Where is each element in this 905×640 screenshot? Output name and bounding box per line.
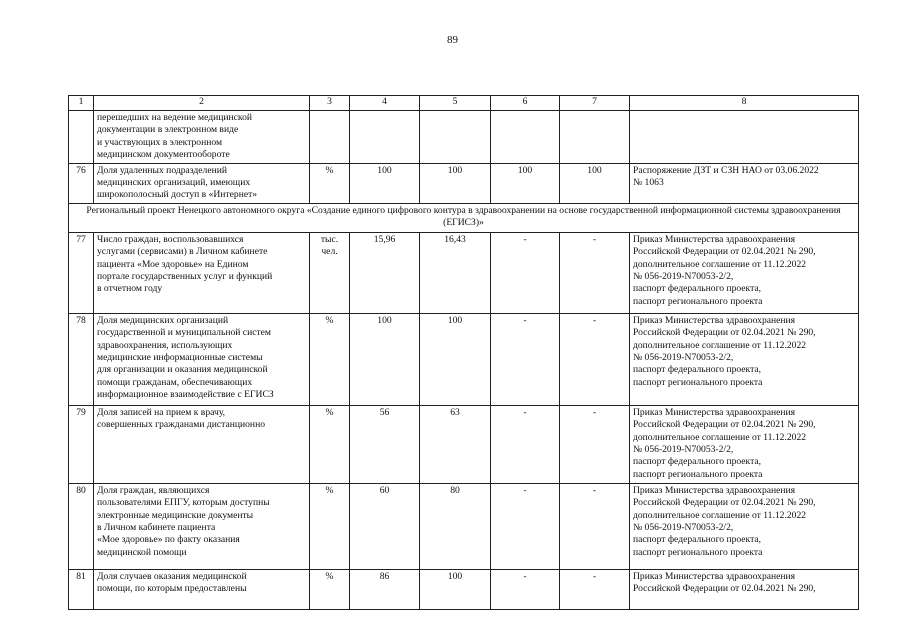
- source-document-line: дополнительное соглашение от 11.12.2022: [633, 339, 807, 351]
- value-v5: 100: [420, 569, 491, 609]
- source-document-line: дополнительное соглашение от 11.12.2022: [633, 509, 807, 521]
- value-v7: -: [560, 483, 630, 569]
- column-number: 2: [94, 96, 310, 111]
- source-document-line: Приказ Министерства здравоохранения: [633, 233, 796, 245]
- source-document-line: паспорт регионального проекта: [633, 376, 763, 388]
- unit-of-measure: [310, 163, 350, 203]
- column-number: 4: [350, 96, 420, 111]
- source-document-line: № 056-2019-N70053-2/2,: [633, 444, 734, 456]
- source-document-line: Российской Федерации от 02.04.2021 № 290,: [633, 497, 816, 509]
- column-number: 3: [310, 96, 350, 111]
- table-row: [69, 483, 859, 569]
- indicator-name-line: услугами (сервисами) в Личном кабинете: [97, 246, 268, 258]
- source-document-line: Распоряжение ДЗТ и СЗН НАО от 03.06.2022: [633, 164, 819, 176]
- indicator-name-line: Доля удаленных подразделений: [97, 164, 227, 176]
- source-document-line: Российской Федерации от 02.04.2021 № 290,: [633, 583, 816, 595]
- value-v4: 100: [350, 163, 420, 203]
- source-document-line: Российской Федерации от 02.04.2021 № 290,: [633, 246, 816, 258]
- value-v5: 63: [420, 405, 491, 483]
- value-v5: 100: [420, 163, 491, 203]
- indicator-name-line: информационное взаимодействие с ЕГИСЗ: [97, 389, 274, 401]
- source-document-line: паспорт регионального проекта: [633, 295, 763, 307]
- indicator-name-line: документации в электронном виде: [97, 124, 239, 136]
- column-number: 7: [560, 96, 630, 111]
- source-document-line: Приказ Министерства здравоохранения: [633, 314, 796, 326]
- indicator-name-line: государственной и муниципальной систем: [97, 327, 271, 339]
- indicator-name: [94, 483, 310, 569]
- column-number: 8: [630, 96, 859, 111]
- unit-of-measure: [310, 569, 350, 609]
- indicator-name-line: Доля записей на прием к врачу,: [97, 406, 226, 418]
- indicator-name-line: помощи, по которым предоставлены: [97, 583, 247, 595]
- source-document-line: Российской Федерации от 02.04.2021 № 290,: [633, 419, 816, 431]
- source-document-line: Приказ Министерства здравоохранения: [633, 484, 796, 496]
- column-number: 1: [69, 96, 94, 111]
- unit-of-measure-line: тыс.: [320, 233, 339, 245]
- value-v7: -: [560, 405, 630, 483]
- indicator-name-line: «Мое здоровье» по факту оказания: [97, 534, 240, 546]
- source-document-line: паспорт регионального проекта: [633, 468, 763, 480]
- value-v7: 100: [560, 163, 630, 203]
- unit-of-measure: [310, 405, 350, 483]
- unit-of-measure: [310, 232, 350, 313]
- unit-of-measure-line: %: [325, 406, 334, 418]
- row-number: 76: [69, 163, 94, 203]
- value-v6: -: [491, 405, 560, 483]
- unit-of-measure: [310, 313, 350, 405]
- source-document-line: № 1063: [633, 177, 664, 189]
- indicator-name-line: широкополосный доступ в «Интернет»: [97, 189, 258, 201]
- indicator-name-line: Доля случаев оказания медицинской: [97, 570, 247, 582]
- value-v4: 60: [350, 483, 420, 569]
- table-row: [69, 232, 859, 313]
- value-v6: 100: [491, 163, 560, 203]
- indicator-name-line: и участвующих в электронном: [97, 136, 223, 148]
- value-v6: -: [491, 313, 560, 405]
- value-v5: [420, 111, 491, 164]
- indicator-name-line: медицинских организаций, имеющих: [97, 177, 251, 189]
- column-number-row: [69, 96, 859, 111]
- section-header-row: [69, 203, 859, 232]
- row-number: [69, 111, 94, 164]
- source-document-line: дополнительное соглашение от 11.12.2022: [633, 258, 807, 270]
- value-v6: -: [491, 569, 560, 609]
- source-document-line: Приказ Министерства здравоохранения: [633, 570, 796, 582]
- source-document: [630, 232, 859, 313]
- indicator-name-line: помощи гражданам, обеспечивающих: [97, 376, 253, 388]
- indicators-table: [68, 95, 859, 610]
- column-number: 5: [420, 96, 491, 111]
- row-number: 79: [69, 405, 94, 483]
- indicator-name-line: в отчетном году: [97, 283, 163, 295]
- value-v4: 56: [350, 405, 420, 483]
- value-v7: -: [560, 313, 630, 405]
- indicator-name: [94, 569, 310, 609]
- value-v7: -: [560, 232, 630, 313]
- unit-of-measure: [310, 483, 350, 569]
- value-v4: 86: [350, 569, 420, 609]
- source-document-line: № 056-2019-N70053-2/2,: [633, 522, 734, 534]
- indicator-name: [94, 163, 310, 203]
- indicator-name-line: Доля медицинских организаций: [97, 314, 229, 326]
- indicator-name-line: медицинской помощи: [97, 546, 187, 558]
- source-document: [630, 111, 859, 164]
- indicator-name: [94, 313, 310, 405]
- value-v6: -: [491, 232, 560, 313]
- value-v5: 100: [420, 313, 491, 405]
- section-title: Региональный проект Ненецкого автономного округа «Создание единого цифрового контура в здравоохранении на основе государственной информационной системы здравоохранения (ЕГИСЗ)»: [69, 203, 859, 232]
- table-body: [69, 96, 859, 610]
- row-number: 80: [69, 483, 94, 569]
- source-document-line: № 056-2019-N70053-2/2,: [633, 271, 734, 283]
- indicator-name-line: для организации и оказания медицинской: [97, 364, 268, 376]
- value-v4: 100: [350, 313, 420, 405]
- indicator-name-line: здравоохранения, использующих: [97, 339, 233, 351]
- source-document-line: паспорт федерального проекта,: [633, 456, 762, 468]
- indicator-name-line: медицинские информационные системы: [97, 352, 263, 364]
- indicator-name-line: в Личном кабинете пациента: [97, 522, 216, 534]
- source-document-line: паспорт федерального проекта,: [633, 534, 762, 546]
- indicator-name: [94, 232, 310, 313]
- unit-of-measure-line: %: [325, 164, 334, 176]
- unit-of-measure-line: чел.: [321, 246, 338, 258]
- indicator-name-line: пользователями ЕПГУ, которым доступны: [97, 497, 270, 509]
- source-document-line: Приказ Министерства здравоохранения: [633, 406, 796, 418]
- indicator-name-line: совершенных гражданами дистанционно: [97, 419, 265, 431]
- source-document: [630, 569, 859, 609]
- row-number: 81: [69, 569, 94, 609]
- row-number: 78: [69, 313, 94, 405]
- unit-of-measure: [310, 111, 350, 164]
- source-document-line: дополнительное соглашение от 11.12.2022: [633, 431, 807, 443]
- value-v7: -: [560, 569, 630, 609]
- unit-of-measure-line: %: [325, 484, 334, 496]
- value-v6: -: [491, 483, 560, 569]
- value-v5: 16,43: [420, 232, 491, 313]
- row-number: 77: [69, 232, 94, 313]
- value-v7: [560, 111, 630, 164]
- indicator-name: [94, 405, 310, 483]
- table-row: [69, 569, 859, 609]
- column-number: 6: [491, 96, 560, 111]
- indicator-name-line: медицинском документообороте: [97, 149, 230, 161]
- table-row: [69, 405, 859, 483]
- value-v4: 15,96: [350, 232, 420, 313]
- unit-of-measure-line: %: [325, 314, 334, 326]
- source-document-line: Российской Федерации от 02.04.2021 № 290,: [633, 327, 816, 339]
- source-document: [630, 313, 859, 405]
- indicator-name-line: Доля граждан, являющихся: [97, 484, 210, 496]
- table-row: [69, 163, 859, 203]
- source-document-line: паспорт регионального проекта: [633, 546, 763, 558]
- indicator-name-line: электронные медицинские документы: [97, 509, 254, 521]
- value-v4: [350, 111, 420, 164]
- table-row: [69, 111, 859, 164]
- source-document: [630, 163, 859, 203]
- source-document: [630, 405, 859, 483]
- unit-of-measure-line: %: [325, 570, 334, 582]
- table-row: [69, 313, 859, 405]
- indicator-name-line: портале государственных услуг и функций: [97, 271, 273, 283]
- indicator-name-line: перешедших на ведение медицинской: [97, 112, 253, 123]
- source-document-line: паспорт федерального проекта,: [633, 364, 762, 376]
- value-v6: [491, 111, 560, 164]
- value-v5: 80: [420, 483, 491, 569]
- indicator-name-line: Число граждан, воспользовавшихся: [97, 233, 244, 245]
- indicator-name: [94, 111, 310, 164]
- page-number: 89: [447, 34, 458, 46]
- source-document-line: № 056-2019-N70053-2/2,: [633, 352, 734, 364]
- source-document: [630, 483, 859, 569]
- source-document-line: паспорт федерального проекта,: [633, 283, 762, 295]
- indicator-name-line: пациента «Мое здоровье» на Едином: [97, 258, 249, 270]
